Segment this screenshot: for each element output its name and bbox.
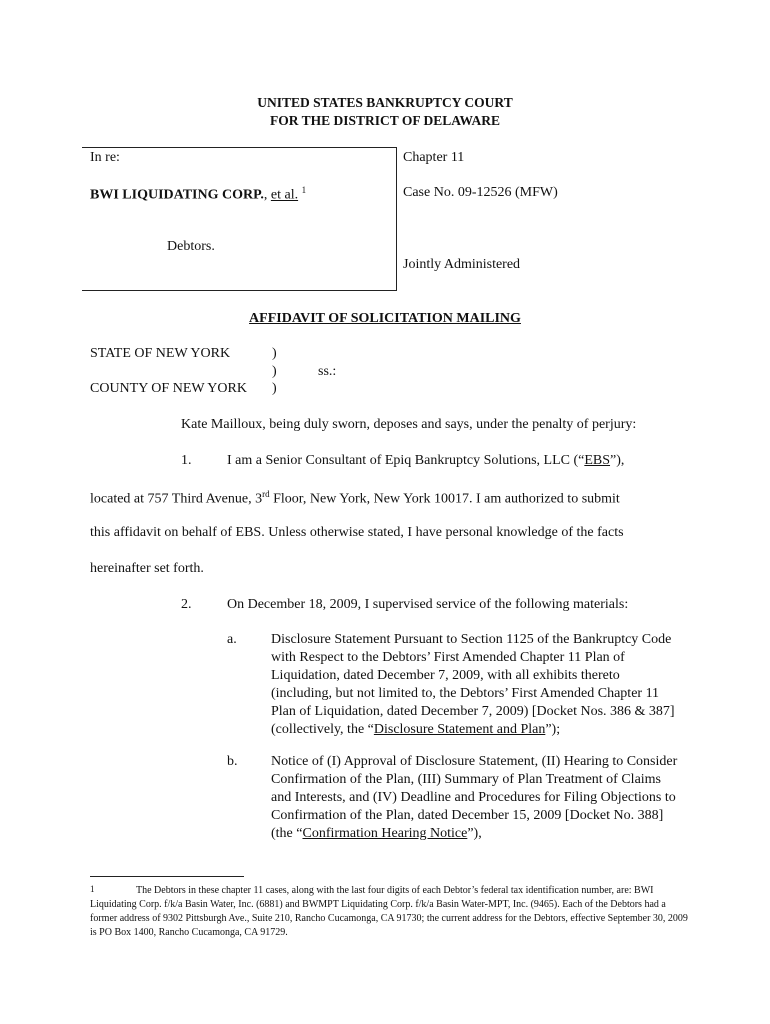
- footnote-mark: 1: [90, 884, 95, 894]
- item-a-defined-term: Disclosure Statement and Plan: [373, 722, 546, 737]
- venue-paren-2: ): [272, 364, 277, 379]
- paragraph-1-number: 1.: [181, 453, 192, 468]
- p1-text-a: I am a Senior Consultant of Epiq Bankruptcy Solutions, LLC (“: [227, 453, 585, 468]
- case-number: Case No. 09-12526 (MFW): [403, 185, 558, 200]
- debtor-caption: [90, 185, 306, 204]
- debtor-name: BWI LIQUIDATING CORP.: [90, 187, 264, 203]
- p1-text-b: ”),: [610, 453, 625, 468]
- footnote-text: The Debtors in these chapter 11 cases, along with the last four digits of each Debtor’s federal tax identification number, are: BWI Liquidating Corp. f/k/a Basin Water, Inc. (6881) and BWMPT Liquidating Corp. f/k/a Basin Water-MPT, Inc. (9465). Each of the Debtors had a former address of 9302 Pittsburgh Ave., Suite 210, Rancho Cucamonga, CA 91730; the current address for the Debtors, effective September 30, 2009 is PO Box 1400, Rancho Cucamonga, CA 91729.: [90, 885, 688, 938]
- item-a-end: ”);: [545, 722, 561, 737]
- caption-box: [82, 147, 397, 291]
- paragraph-1-line-2: [90, 489, 620, 508]
- court-name-line-1: UNITED STATES BANKRUPTCY COURT: [257, 95, 513, 110]
- venue-ss: ss.:: [318, 364, 337, 379]
- p1-line2-a: located at 757 Third Avenue, 3: [90, 491, 263, 507]
- item-b-body: Notice of (I) Approval of Disclosure Statement, (II) Hearing to Consider Confirmation of the Plan, (III) Summary of Plan Treatment of Claims and Interests, and (IV) Deadline and Procedures for Filing Objections to Confirmation of the Plan, dated December 15, 2009 [Docket No. 388] (the “: [271, 754, 678, 841]
- item-b-label: b.: [227, 754, 238, 769]
- document-title: AFFIDAVIT OF SOLICITATION MAILING: [249, 311, 521, 326]
- item-a-text: [271, 631, 681, 739]
- debtors-label: Debtors.: [167, 239, 215, 254]
- venue-paren-3: ): [272, 381, 277, 396]
- item-b-defined-term: Confirmation Hearing Notice: [302, 826, 468, 841]
- chapter-label: Chapter 11: [403, 150, 465, 165]
- footnote-separator: [90, 876, 244, 877]
- footnote-ref: 1: [301, 185, 307, 195]
- et-al: et al.: [270, 187, 299, 203]
- paragraph-1-line-3: this affidavit on behalf of EBS. Unless otherwise stated, I have personal knowledge of the facts: [90, 525, 624, 540]
- item-a-label: a.: [227, 632, 237, 647]
- court-name-line-2: FOR THE DISTRICT OF DELAWARE: [269, 113, 501, 128]
- item-a-body: Disclosure Statement Pursuant to Section 1125 of the Bankruptcy Code with Respect to the Debtors’ First Amended Chapter 11 Plan of Liquidation, dated December 7, 2009, with all exhibits thereto (including, but not limited to, the Debtors’ First Amended Chapter 11 Plan of Liquidation, dated December 7, 2009) [Docket Nos. 386 & 387] (collectively, the “: [271, 632, 675, 737]
- venue-paren-1: ): [272, 346, 277, 361]
- intro-paragraph: Kate Mailloux, being duly sworn, deposes and says, under the penalty of perjury:: [181, 417, 637, 432]
- et-al-separator: ,: [263, 187, 271, 203]
- item-b-end: ”),: [467, 826, 482, 841]
- p1-line2-b: Floor, New York, New York 10017. I am authorized to submit: [269, 491, 620, 507]
- venue-state: STATE OF NEW YORK: [90, 346, 231, 361]
- paragraph-2-text: On December 18, 2009, I supervised service of the following materials:: [227, 597, 629, 612]
- paragraph-1-line-4: hereinafter set forth.: [90, 561, 204, 576]
- jointly-administered: Jointly Administered: [403, 257, 521, 272]
- item-b-text: [271, 753, 681, 843]
- paragraph-2-number: 2.: [181, 597, 192, 612]
- ebs-defined-term: EBS: [584, 453, 611, 468]
- paragraph-1-line-1: [227, 453, 624, 469]
- p1-line2-sup: rd: [262, 489, 270, 499]
- venue-county: COUNTY OF NEW YORK: [90, 381, 247, 396]
- in-re-label: In re:: [90, 150, 120, 165]
- footnote: [90, 884, 690, 940]
